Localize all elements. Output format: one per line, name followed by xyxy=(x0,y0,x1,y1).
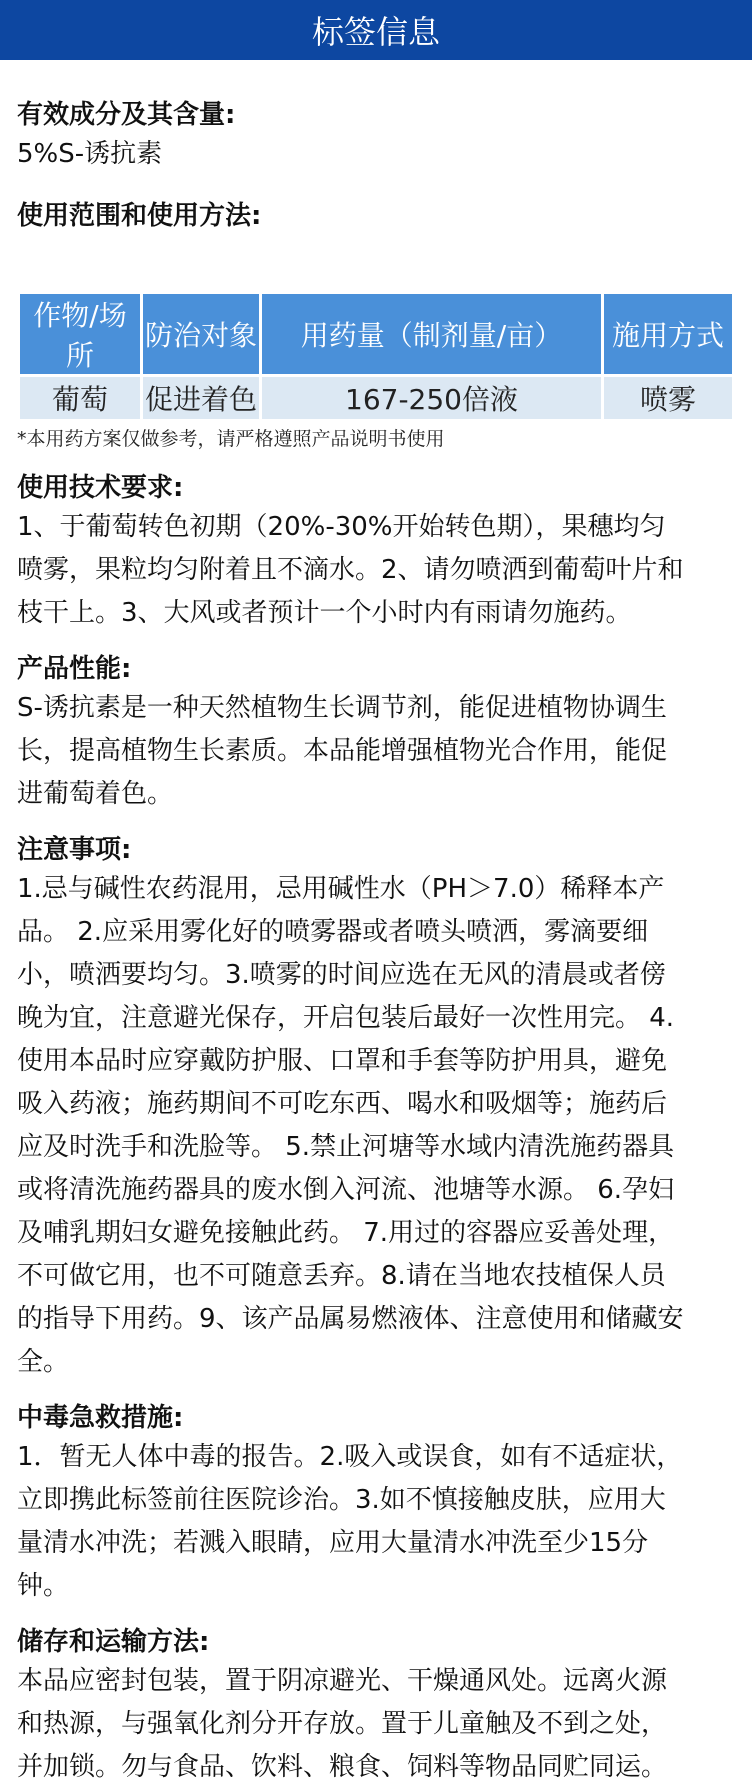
table-header-row xyxy=(20,294,732,374)
cautions-line: 的指导下用药。9、该产品属易燃液体、注意使用和储藏安 xyxy=(17,1304,684,1334)
storage-line: 并加锁。勿与食品、饮料、粮食、饲料等物品同贮同运。 xyxy=(17,1752,668,1782)
storage-title: 储存和运输方法: xyxy=(17,1627,210,1657)
storage-line: 本品应密封包装，置于阴凉避光、干燥通风处。远离火源 xyxy=(17,1666,668,1696)
cautions-line: 品。 2.应采用雾化好的喷雾器或者喷头喷洒，雾滴要细 xyxy=(17,917,649,947)
column-header: 作物/场所 xyxy=(20,294,140,374)
column-header: 用药量（制剂量/亩） xyxy=(262,294,601,374)
performance-title: 产品性能: xyxy=(17,654,132,684)
cautions-line: 吸入药液；施药期间不可吃东西、喝水和吸烟等；施药后 xyxy=(17,1089,668,1119)
tech-title: 使用技术要求: xyxy=(17,473,184,503)
cautions-line: 小，喷洒要均匀。3.喷雾的时间应选在无风的清晨或者傍 xyxy=(17,960,666,990)
firstaid-title: 中毒急救措施: xyxy=(17,1403,184,1433)
ingredients-value: 5%S-诱抗素 xyxy=(17,139,163,169)
table-cell: 喷雾 xyxy=(604,377,732,419)
storage-line: 和热源，与强氧化剂分开存放。置于儿童触及不到之处， xyxy=(17,1709,668,1739)
cautions-line: 使用本品时应穿戴防护服、口罩和手套等防护用具，避免 xyxy=(17,1046,668,1076)
tech-line: 1、于葡萄转色初期（20%-30%开始转色期），果穗均匀 xyxy=(17,512,666,542)
column-header: 防治对象 xyxy=(143,294,259,374)
cautions-line: 及哺乳期妇女避免接触此药。 7.用过的容器应妥善处理， xyxy=(17,1218,675,1248)
tech-line: 喷雾，果粒均匀附着且不滴水。2、请勿喷洒到葡萄叶片和 xyxy=(17,555,684,585)
table-cell: 葡萄 xyxy=(20,377,140,419)
performance-line: 长，提高植物生长素质。本品能增强植物光合作用，能促 xyxy=(17,736,668,766)
tech-line: 枝干上。3、大风或者预计一个小时内有雨请勿施药。 xyxy=(17,598,632,628)
cautions-line: 晚为宜，注意避光保存，开启包装后最好一次性用完。 4. xyxy=(17,1003,675,1033)
firstaid-line: 立即携此标签前往医院诊治。3.如不慎接触皮肤，应用大 xyxy=(17,1485,666,1515)
ingredients-title: 有效成分及其含量: xyxy=(17,100,236,130)
usage-note: *本用药方案仅做参考，请严格遵照产品说明书使用 xyxy=(17,428,445,450)
cautions-line: 应及时洗手和洗脸等。 5.禁止河塘等水域内清洗施药器具 xyxy=(17,1132,675,1162)
usage-title: 使用范围和使用方法: xyxy=(17,201,262,231)
table-row xyxy=(20,377,732,419)
table-cell: 167-250倍液 xyxy=(262,377,601,419)
column-header: 施用方式 xyxy=(604,294,732,374)
firstaid-line: 钟。 xyxy=(17,1571,70,1601)
cautions-title: 注意事项: xyxy=(17,835,132,865)
performance-line: 进葡萄着色。 xyxy=(17,779,174,809)
firstaid-line: 1．暂无人体中毒的报告。2.吸入或误食，如有不适症状， xyxy=(17,1442,683,1472)
cautions-line: 不可做它用，也不可随意丢弃。8.请在当地农技植保人员 xyxy=(17,1261,666,1291)
firstaid-line: 量清水冲洗；若溅入眼睛，应用大量清水冲洗至少15分 xyxy=(17,1528,649,1558)
performance-line: S-诱抗素是一种天然植物生长调节剂，能促进植物协调生 xyxy=(17,693,667,723)
usage-table xyxy=(17,291,735,422)
cautions-line: 或将清洗施药器具的废水倒入河流、池塘等水源。 6.孕妇 xyxy=(17,1175,675,1205)
cautions-line: 全。 xyxy=(17,1347,70,1377)
table-cell: 促进着色 xyxy=(143,377,259,419)
page-header xyxy=(0,0,752,60)
page-title: 标签信息 xyxy=(311,13,440,51)
cautions-line: 1.忌与碱性农药混用，忌用碱性水（PH＞7.0）稀释本产 xyxy=(17,874,665,904)
